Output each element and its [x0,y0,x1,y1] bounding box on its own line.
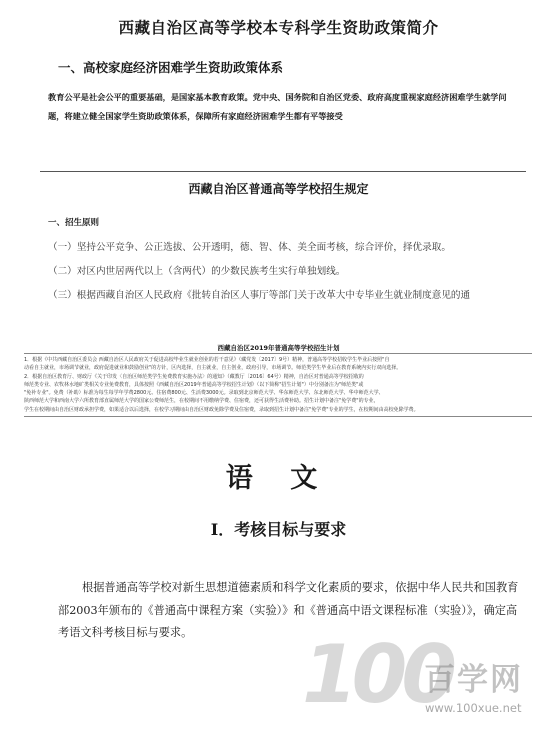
watermark-url: www.100xue.net [425,701,522,715]
plan-line: "免补专业"。免费（补助）标准为每生每学年学费2800元、住宿费800元、生活费3000元。录取到北京师范大学、华东师范大学、东北师范大学、华中师范大学、 [24,390,384,397]
enrollment-plan-notes [24,353,532,417]
enrollment-plan-title: 西藏自治区2019年普通高等学校招生计划 [217,344,340,352]
plan-line: 1．根据《中共西藏自治区委员会 西藏自治区人民政府关于促进高校毕业生就业创业的若干意见》（藏党发〔2017〕9号）精神，普通高等学校招收学生毕业后按照"自 [24,357,390,363]
plan-line: 师范类专业、农牧林水地矿类相关专业免费教育，具体按照《西藏自治区2019年普通高等学校招生计划》（以下简称"招生计划"）中分别备注为"师范类"或 [24,381,364,388]
section-divider [40,171,526,172]
list-item: （三）根据西藏自治区人民政府《批转自治区人事厅等部门关于改革大中专毕业生就业制度意见的通 [48,290,471,301]
plan-line: 陕西师范大学和西南大学六所教育部直属师范大学的国家公费师范生，在校期间不用缴纳学费、住宿费，还可获得生活费补助。招生计划中备注"免学费"的专业， [24,398,379,405]
exam-objectives-paragraph: 根据普通高等学校对新生思想道德素质和科学文化素质的要求，依据中华人民共和国教育部2003年颁布的《普通高中课程方案（实验）》和《普通高中语文课程标准（实验）》，确定高考语文科考核目标与要求。 [58,581,519,639]
list-item: （二）对区内世居两代以上（含两代）的少数民族考生实行单独划线。 [48,266,346,277]
subject-title: 语 文 [225,463,332,494]
exam-objectives-heading: Ⅰ．考核目标与要求 [210,520,347,539]
admission-principles-list [48,236,528,308]
plan-line: 学生在校期间由自治区财政承担学费，如果适合以后选择，在校学习期间由自治区财政免除学费及住宿费，录取到招生计划中备注"免学费"专业的学生，在校期间由高校免除学费。 [24,406,419,413]
admission-principles-heading: 一、招生原则 [48,218,100,228]
section-heading-funding-system: 一、高校家庭经济困难学生资助政策体系 [58,60,284,75]
list-item: （一）坚持公平竞争、公正选拔、公开透明，德、智、体、美全面考核，综合评价，择优录取。 [48,242,451,253]
plan-line: 动看自主就业，市场调节就业，政府促进就业和鼓励创业"的方针，区内选择，自主就业，自主创业，政府引导，市场调节。师范类学生毕业后在教育系统内实行双向选择。 [24,365,402,372]
admission-rules-title: 西藏自治区普通高等学校招生规定 [188,182,369,196]
watermark-logo-digits: 100 [302,628,451,721]
plan-line: 2．根据自治区教育厅、财政厅《关于印发〈自治区师范类学生免费教育实施办法〉的通知》（藏教厅〔2016〕64号）精神，自治区对普通高等学校招收的 [24,373,364,380]
watermark-site-name: 百学网 [424,662,523,698]
paragraph-funding-intro: 教育公平是社会公平的重要基础，是国家基本教育政策。党中央、国务院和自治区党委、政府高度重视家庭经济困难学生就学问题，将建立健全国家学生资助政策体系，保障所有家庭经济困难学生都有平等接受 [48,92,507,121]
document-title: 西藏自治区高等学校本专科学生资助政策简介 [118,18,439,37]
